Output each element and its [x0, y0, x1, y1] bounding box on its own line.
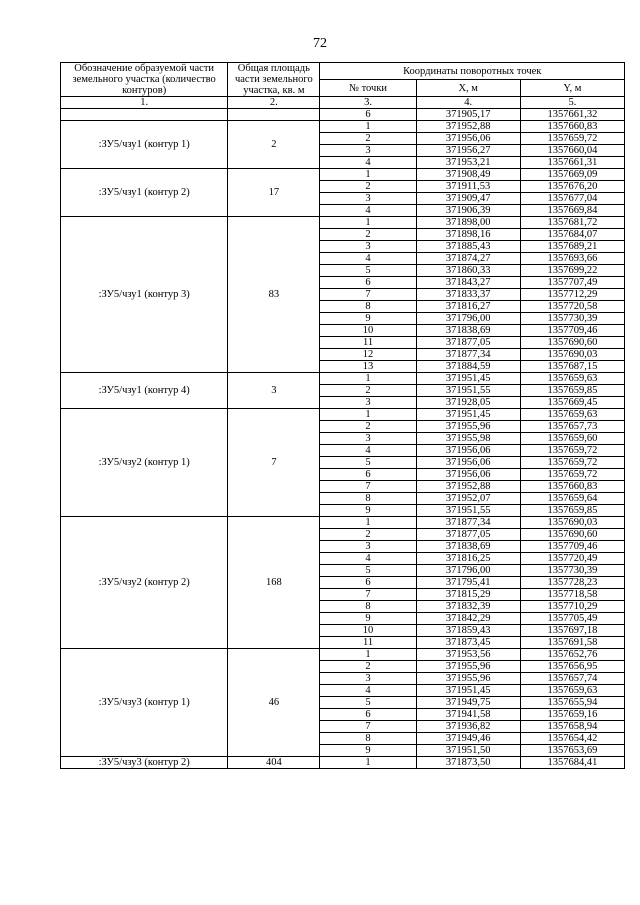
point-number: 2 [320, 229, 416, 241]
point-number: 3 [320, 433, 416, 445]
table-row [61, 109, 625, 121]
coord-y: 1357659,64 [520, 493, 624, 505]
point-number: 2 [320, 421, 416, 433]
coord-y: 1357661,32 [520, 109, 624, 121]
coord-y: 1357660,83 [520, 121, 624, 133]
coord-x: 371898,00 [416, 217, 520, 229]
coord-x: 371873,50 [416, 757, 520, 769]
coord-x: 371952,88 [416, 481, 520, 493]
table-row [61, 649, 625, 661]
table-row [61, 121, 625, 133]
coord-x: 371877,05 [416, 529, 520, 541]
coord-x: 371877,34 [416, 349, 520, 361]
coord-x: 371795,41 [416, 577, 520, 589]
coord-y: 1357660,83 [520, 481, 624, 493]
column-number: 2. [228, 97, 320, 109]
point-number: 2 [320, 385, 416, 397]
point-number: 7 [320, 481, 416, 493]
point-number: 6 [320, 109, 416, 121]
coord-y: 1357730,39 [520, 313, 624, 325]
point-number: 3 [320, 241, 416, 253]
point-number: 2 [320, 661, 416, 673]
coord-x: 371815,29 [416, 589, 520, 601]
point-number: 4 [320, 205, 416, 217]
coord-y: 1357684,41 [520, 757, 624, 769]
part-area: 17 [228, 169, 320, 217]
coord-y: 1357652,76 [520, 649, 624, 661]
coord-x: 371843,27 [416, 277, 520, 289]
point-number: 9 [320, 613, 416, 625]
part-area: 3 [228, 373, 320, 409]
point-number: 3 [320, 541, 416, 553]
coord-y: 1357699,22 [520, 265, 624, 277]
coord-x: 371951,50 [416, 745, 520, 757]
coord-y: 1357712,29 [520, 289, 624, 301]
coord-x: 371956,27 [416, 145, 520, 157]
table-row [61, 409, 625, 421]
coord-x: 371956,06 [416, 445, 520, 457]
point-number: 4 [320, 157, 416, 169]
coord-x: 371941,58 [416, 709, 520, 721]
part-designation: :ЗУ5/чзу2 (контур 1) [61, 409, 228, 517]
point-number: 10 [320, 325, 416, 337]
coord-x: 371905,17 [416, 109, 520, 121]
coord-y: 1357705,49 [520, 613, 624, 625]
point-number: 3 [320, 193, 416, 205]
column-number: 4. [416, 97, 520, 109]
part-area: 7 [228, 409, 320, 517]
point-number: 1 [320, 373, 416, 385]
coord-x: 371951,45 [416, 409, 520, 421]
coord-y: 1357661,31 [520, 157, 624, 169]
coord-x: 371816,27 [416, 301, 520, 313]
coord-x: 371898,16 [416, 229, 520, 241]
coordinates-table [60, 62, 625, 769]
coord-y: 1357730,39 [520, 565, 624, 577]
coord-x: 371877,05 [416, 337, 520, 349]
coord-x: 371955,96 [416, 661, 520, 673]
coord-x: 371936,82 [416, 721, 520, 733]
part-designation [61, 109, 228, 121]
coord-x: 371842,29 [416, 613, 520, 625]
coord-y: 1357659,63 [520, 685, 624, 697]
coord-y: 1357691,58 [520, 637, 624, 649]
header-area: Общая площадь части земельного участка, кв. м [228, 63, 320, 97]
point-number: 4 [320, 685, 416, 697]
point-number: 1 [320, 121, 416, 133]
point-number: 1 [320, 217, 416, 229]
point-number: 5 [320, 457, 416, 469]
part-designation: :ЗУ5/чзу2 (контур 2) [61, 517, 228, 649]
coord-x: 371874,27 [416, 253, 520, 265]
coord-x: 371952,88 [416, 121, 520, 133]
point-number: 1 [320, 517, 416, 529]
coord-y: 1357687,15 [520, 361, 624, 373]
point-number: 8 [320, 301, 416, 313]
coord-x: 371956,06 [416, 457, 520, 469]
coord-y: 1357720,49 [520, 553, 624, 565]
point-number: 2 [320, 133, 416, 145]
coord-y: 1357657,73 [520, 421, 624, 433]
point-number: 4 [320, 253, 416, 265]
point-number: 3 [320, 145, 416, 157]
column-number: 5. [520, 97, 624, 109]
part-designation: :ЗУ5/чзу3 (контур 1) [61, 649, 228, 757]
table-row [61, 757, 625, 769]
coord-y: 1357728,23 [520, 577, 624, 589]
coord-x: 371909,47 [416, 193, 520, 205]
coord-y: 1357657,74 [520, 673, 624, 685]
coord-x: 371951,55 [416, 505, 520, 517]
coord-x: 371952,07 [416, 493, 520, 505]
coord-y: 1357653,69 [520, 745, 624, 757]
coord-x: 371860,33 [416, 265, 520, 277]
coord-x: 371838,69 [416, 325, 520, 337]
point-number: 13 [320, 361, 416, 373]
point-number: 6 [320, 469, 416, 481]
coord-x: 371885,43 [416, 241, 520, 253]
coord-x: 371816,25 [416, 553, 520, 565]
coord-x: 371953,21 [416, 157, 520, 169]
coord-y: 1357693,66 [520, 253, 624, 265]
point-number: 9 [320, 313, 416, 325]
coord-x: 371955,96 [416, 673, 520, 685]
part-designation: :ЗУ5/чзу1 (контур 4) [61, 373, 228, 409]
point-number: 5 [320, 697, 416, 709]
point-number: 6 [320, 709, 416, 721]
point-number: 2 [320, 529, 416, 541]
point-number: 3 [320, 673, 416, 685]
coord-y: 1357709,46 [520, 325, 624, 337]
coord-y: 1357697,18 [520, 625, 624, 637]
table-row [61, 373, 625, 385]
point-number: 7 [320, 589, 416, 601]
coord-x: 371951,55 [416, 385, 520, 397]
coord-y: 1357690,03 [520, 349, 624, 361]
coord-x: 371955,98 [416, 433, 520, 445]
coord-y: 1357690,60 [520, 529, 624, 541]
coord-y: 1357669,84 [520, 205, 624, 217]
part-designation: :ЗУ5/чзу3 (контур 2) [61, 757, 228, 769]
part-area [228, 109, 320, 121]
part-area: 2 [228, 121, 320, 169]
table-row [61, 517, 625, 529]
coord-y: 1357669,45 [520, 397, 624, 409]
header-coordinates: Координаты поворотных точек [320, 63, 625, 80]
header-y: Y, м [520, 80, 624, 97]
point-number: 5 [320, 565, 416, 577]
coord-x: 371951,45 [416, 685, 520, 697]
coord-y: 1357690,60 [520, 337, 624, 349]
coord-y: 1357659,72 [520, 469, 624, 481]
coord-y: 1357659,60 [520, 433, 624, 445]
coord-x: 371956,06 [416, 469, 520, 481]
coord-y: 1357720,58 [520, 301, 624, 313]
coord-x: 371833,37 [416, 289, 520, 301]
header-designation: Обозначение образуемой части земельного участка (количество контуров) [61, 63, 228, 97]
coord-y: 1357659,72 [520, 445, 624, 457]
point-number: 7 [320, 289, 416, 301]
coord-y: 1357659,72 [520, 457, 624, 469]
coord-y: 1357655,94 [520, 697, 624, 709]
point-number: 5 [320, 265, 416, 277]
part-designation: :ЗУ5/чзу1 (контур 3) [61, 217, 228, 373]
point-number: 6 [320, 577, 416, 589]
header-x: X, м [416, 80, 520, 97]
coord-x: 371873,45 [416, 637, 520, 649]
coord-y: 1357659,72 [520, 133, 624, 145]
coord-y: 1357659,16 [520, 709, 624, 721]
point-number: 4 [320, 445, 416, 457]
coord-y: 1357659,85 [520, 505, 624, 517]
point-number: 7 [320, 721, 416, 733]
coord-y: 1357684,07 [520, 229, 624, 241]
part-designation: :ЗУ5/чзу1 (контур 2) [61, 169, 228, 217]
coord-x: 371955,96 [416, 421, 520, 433]
coord-y: 1357658,94 [520, 721, 624, 733]
coord-x: 371877,34 [416, 517, 520, 529]
coord-y: 1357659,85 [520, 385, 624, 397]
point-number: 10 [320, 625, 416, 637]
page-number: 72 [313, 36, 327, 51]
point-number: 12 [320, 349, 416, 361]
coord-x: 371838,69 [416, 541, 520, 553]
coord-y: 1357681,72 [520, 217, 624, 229]
point-number: 1 [320, 757, 416, 769]
coord-x: 371908,49 [416, 169, 520, 181]
coord-y: 1357709,46 [520, 541, 624, 553]
table-body [61, 109, 625, 769]
table-row [61, 169, 625, 181]
point-number: 2 [320, 181, 416, 193]
coord-y: 1357690,03 [520, 517, 624, 529]
part-area: 83 [228, 217, 320, 373]
point-number: 11 [320, 637, 416, 649]
coord-y: 1357689,21 [520, 241, 624, 253]
coord-y: 1357654,42 [520, 733, 624, 745]
point-number: 9 [320, 745, 416, 757]
point-number: 3 [320, 397, 416, 409]
coord-x: 371949,46 [416, 733, 520, 745]
coord-x: 371953,56 [416, 649, 520, 661]
coord-x: 371911,53 [416, 181, 520, 193]
coord-y: 1357660,04 [520, 145, 624, 157]
coord-y: 1357707,49 [520, 277, 624, 289]
table-row [61, 217, 625, 229]
part-area: 46 [228, 649, 320, 757]
point-number: 1 [320, 409, 416, 421]
coord-y: 1357669,09 [520, 169, 624, 181]
coord-x: 371859,43 [416, 625, 520, 637]
header-point-number: № точки [320, 80, 416, 97]
coord-x: 371906,39 [416, 205, 520, 217]
coord-y: 1357718,58 [520, 589, 624, 601]
coord-x: 371928,05 [416, 397, 520, 409]
part-area: 404 [228, 757, 320, 769]
coord-x: 371949,75 [416, 697, 520, 709]
point-number: 11 [320, 337, 416, 349]
coord-x: 371956,06 [416, 133, 520, 145]
point-number: 8 [320, 493, 416, 505]
point-number: 9 [320, 505, 416, 517]
point-number: 8 [320, 601, 416, 613]
coord-x: 371796,00 [416, 313, 520, 325]
coord-y: 1357677,04 [520, 193, 624, 205]
part-designation: :ЗУ5/чзу1 (контур 1) [61, 121, 228, 169]
coord-y: 1357659,63 [520, 409, 624, 421]
coord-x: 371884,59 [416, 361, 520, 373]
coord-x: 371951,45 [416, 373, 520, 385]
point-number: 4 [320, 553, 416, 565]
coord-x: 371796,00 [416, 565, 520, 577]
point-number: 1 [320, 649, 416, 661]
point-number: 8 [320, 733, 416, 745]
coord-y: 1357659,63 [520, 373, 624, 385]
column-number: 3. [320, 97, 416, 109]
point-number: 1 [320, 169, 416, 181]
part-area: 168 [228, 517, 320, 649]
coord-y: 1357656,95 [520, 661, 624, 673]
coord-y: 1357710,29 [520, 601, 624, 613]
coord-y: 1357676,20 [520, 181, 624, 193]
point-number: 6 [320, 277, 416, 289]
coord-x: 371832,39 [416, 601, 520, 613]
column-number: 1. [61, 97, 228, 109]
